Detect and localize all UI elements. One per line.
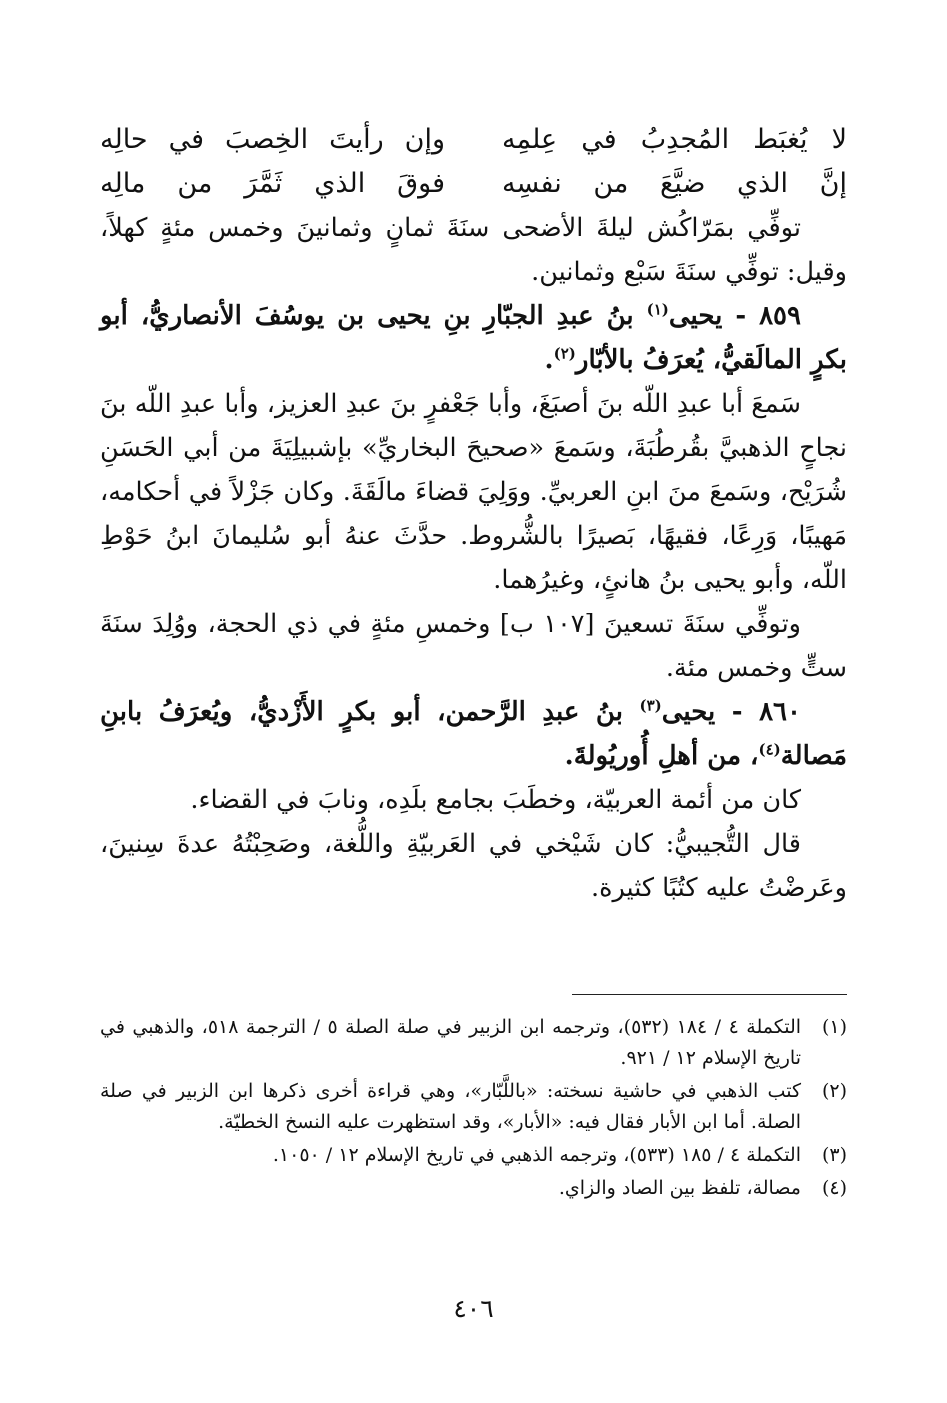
footnote-separator xyxy=(572,994,847,995)
entry-number: ٨٥٩ xyxy=(759,301,801,331)
verse-hemistich: فوقَ الذي ثَمَّرَ من مالِه xyxy=(100,168,445,199)
entry-name: يحيى xyxy=(668,301,723,331)
entry-number: ٨٦٠ xyxy=(759,697,801,727)
footnote xyxy=(100,1012,847,1074)
entry-title: بنُ عبدِ الجبّارِ بنِ يحيى بن يوسُفَ الأنصاريُّ، أبو بكرٍ المالَقيُّ، يُعرَفُ بالأبّار xyxy=(100,301,847,375)
verse-line xyxy=(100,162,847,206)
footnote-text: التكملة ٤ / ١٨٤ (٥٣٢)، وترجمه ابن الزبير في صلة الصلة ٥ / الترجمة ٥١٨، والذهبي في تاريخ الإسلام ١٢ / ٩٢١. xyxy=(100,1016,802,1069)
paragraph: كان من أئمة العربيّة، وخطَبَ بجامع بلَدِه، ونابَ في القضاء. xyxy=(190,785,801,815)
verse-hemistich: وإن رأيتَ الخِصبَ في حالِه xyxy=(100,124,445,155)
footnote-ref[interactable]: (٣) xyxy=(639,696,662,715)
paragraph: وتوفِّي سنَةَ تسعينَ [١٠٧ ب] وخمسِ مئةٍ في ذي الحجة، ووُلِدَ سنَةَ ستٍّ وخمس مئة. xyxy=(100,609,847,683)
footnote-number: (٢) xyxy=(821,1080,847,1102)
footnote-ref[interactable]: (١) xyxy=(646,300,669,319)
footnote-number: (٣) xyxy=(821,1144,847,1166)
footnote xyxy=(100,1140,847,1171)
main-text xyxy=(100,118,847,910)
page-number: ٤٠٦ xyxy=(453,1294,494,1323)
footnote-number: (٤) xyxy=(821,1177,847,1199)
entry-heading-860: ٨٦٠ - يحيى$^{(٣)}$ بنُ عبدِ الرَّحمن، أبو بكرٍ الأَزْديُّ، ويُعرَفُ بابنِ مَصالة$^{(٤)}$، من أهلِ أُوريُولةَ. xyxy=(100,696,847,771)
paragraph: توفِّي بمَرّاكُش ليلةَ الأضحى سنَةَ ثمانٍ وثمانينَ وخمس مئةٍ كهلاً، وقيل: توفِّي سنَةَ سَبْع وثمانين. xyxy=(100,213,847,287)
footnote-ref[interactable]: (٢) xyxy=(553,344,576,363)
footnote-text: مصالة، تلفظ بين الصاد والزاي. xyxy=(558,1177,801,1199)
footnote xyxy=(100,1173,847,1204)
footnotes xyxy=(100,1012,847,1206)
footnote xyxy=(100,1076,847,1138)
entry-title: بنُ عبدِ الرَّحمن، أبو بكرٍ الأَزْديُّ، ويُعرَفُ بابنِ مَصالة xyxy=(100,697,847,771)
verse-line xyxy=(100,118,847,162)
footnote-text: كتب الذهبي في حاشية نسخته: «باللَّبّار»، وهي قراءة أخرى ذكرها ابن الزبير في صلة الصلة. أما ابن الأبار فقال فيه: «الأبار»، وقد استظهرت عليه النسخ الخطيّة. xyxy=(100,1080,801,1133)
footnote-number: (١) xyxy=(821,1016,847,1038)
entry-name: يحيى xyxy=(661,697,716,727)
verse-hemistich: لا يُغبَط المُجدِبُ في عِلمِه xyxy=(502,124,847,155)
footnote-text: التكملة ٤ / ١٨٥ (٥٣٣)، وترجمه الذهبي في تاريخ الإسلام ١٢ / ١٠٥٠. xyxy=(272,1144,801,1166)
entry-end: . xyxy=(544,345,554,375)
footnote-ref[interactable]: (٤) xyxy=(758,740,781,759)
verse-hemistich: إنَّ الذي ضيَّعَ من نفسِه xyxy=(502,168,847,199)
paragraph: سَمعَ أبا عبدِ اللّه بنَ أصبَغَ، وأبا جَعْفرٍ بنَ عبدِ العزيز، وأبا عبدِ اللّه بنَ نجاحٍ الذهبيَّ بقُرطُبَةَ، وسَمعَ «صحيحَ البخاريِّ» بإشبيلِيَةَ من أبي الحَسَنِ شُرَيْح، وسَمعَ منَ ابنِ العربيِّ. ووَلِيَ قضاءَ مالَقَةَ. وكان جَزْلاً في أحكامه، مَهيبًا، وَرِعًا، فقيهًا، بَصيرًا بالشُّروط. حدَّثَ عنهُ أبو سُليمانَ ابنُ حَوْطِ اللّه، وأبو يحيى بنُ هانئٍ، وغيرُهما. xyxy=(100,389,847,595)
entry-heading-859: ٨٥٩ - يحيى$^{(١)}$ بنُ عبدِ الجبّارِ بنِ يحيى بن يوسُفَ الأنصاريُّ، أبو بكرٍ المالَقيُّ، يُعرَفُ بالأبّار$^{(٢)}$. xyxy=(100,300,847,375)
entry-end: ، من أهلِ أُوريُولةَ. xyxy=(564,741,759,771)
paragraph: قال التُّجيبيُّ: كان شَيْخي في العَربيّةِ واللُّغة، وصَحِبْتُهُ عدةَ سِنينَ، وعَرضْتُ عليه كتُبًا كثيرة. xyxy=(100,829,847,903)
